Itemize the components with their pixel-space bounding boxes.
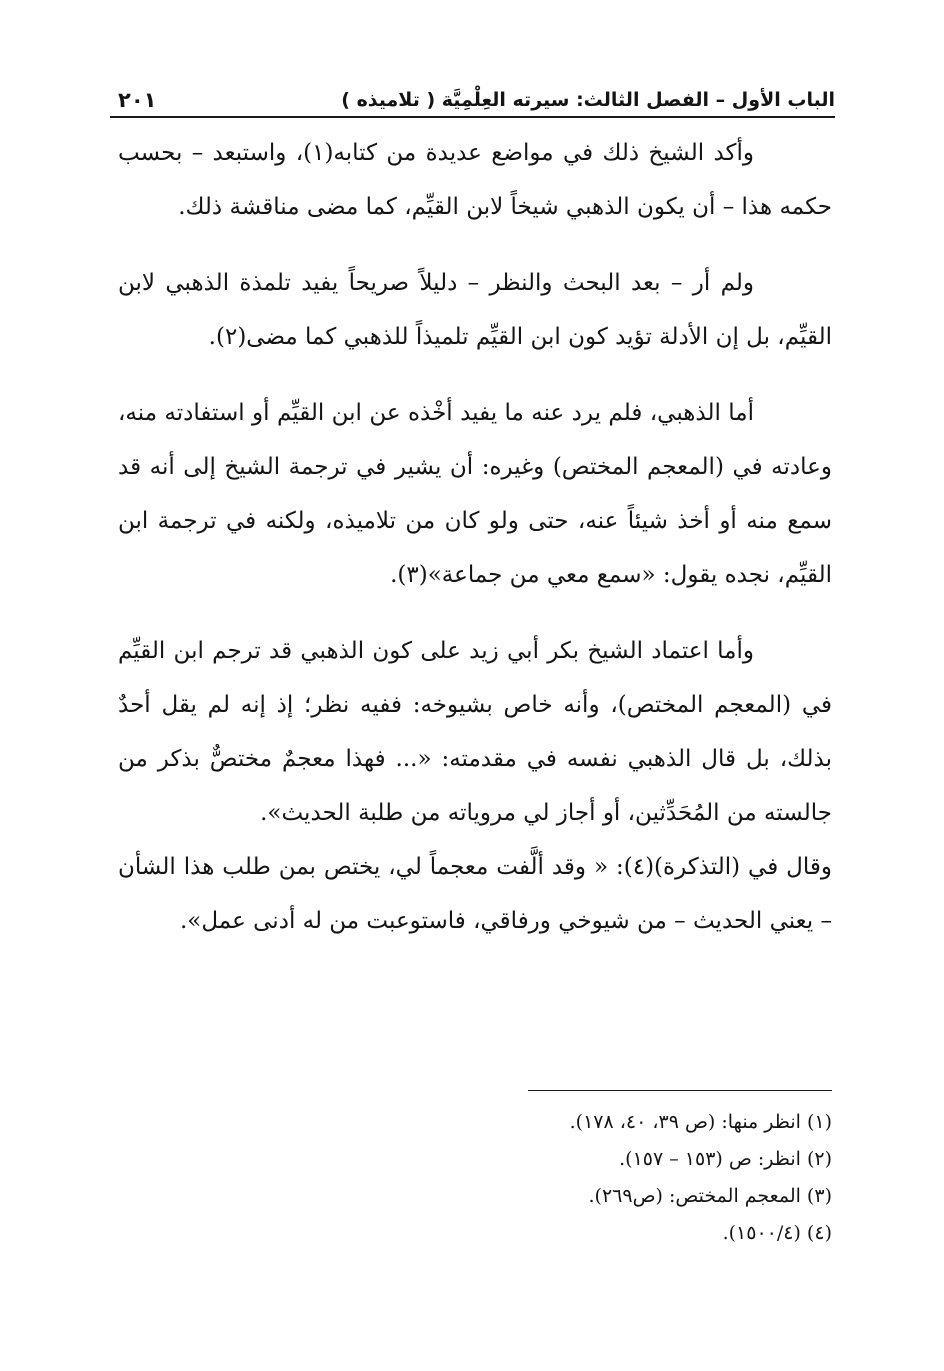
- main-text: [118, 126, 832, 970]
- paragraph-1: وأكد الشيخ ذلك في مواضع عديدة من كتابه(١)، واستبعد – بحسب حكمه هذا – أن يكون الذهبي شيخاً لابن القيِّم، كما مضى مناقشة ذلك.: [118, 140, 832, 220]
- footnote-3: (٣) المعجم المختص: (ص٢٦٩).: [588, 1185, 832, 1207]
- running-header: [110, 84, 835, 118]
- paragraph-2: ولم أر – بعد البحث والنظر – دليلاً صريحاً يفيد تلمذة الذهبي لابن القيِّم، بل إن الأدلة تؤيد كون ابن القيِّم تلميذاً للذهبي كما مضى(٢).: [118, 270, 832, 350]
- footnote-4: (٤) (١٥٠٠/٤).: [722, 1222, 832, 1244]
- chapter-title: الباب الأول – الفصل الثالث: سيرته العِلْمِيَّة ( تلاميذه ): [341, 89, 835, 111]
- paragraph-4: وأما اعتماد الشيخ بكر أبي زيد على كون الذهبي قد ترجم ابن القيِّم في (المعجم المختص)، وأنه خاص بشيوخه: ففيه نظر؛ إذ إنه لم يقل أحدٌ بذلك، بل قال الذهبي نفسه في مقدمته: «... فهذا معجمٌ مختصٌّ بذكر من جالسته من المُحَدِّثين، أو أجاز لي مروياته من طلبة الحديث».: [118, 638, 832, 826]
- paragraph-5: وقال في (التذكرة)(٤): « وقد ألَّفت معجماً لي، يختص بمن طلب هذا الشأن – يعني الحديث – من شيوخي ورفاقي، فاستوعبت من له أدنى عمل».: [118, 854, 832, 934]
- footnote-1: (١) انظر منها: (ص ٣٩، ٤٠، ١٧٨).: [569, 1111, 832, 1133]
- paragraph-3: أما الذهبي، فلم يرد عنه ما يفيد أخْذه عن ابن القيِّم أو استفادته منه، وعادته في (المعجم المختص) وغيره: أن يشير في ترجمة الشيخ إلى أنه قد سمع منه أو أخذ شيئاً عنه، حتى ولو كان من تلاميذه، ولكنه في ترجمة ابن القيِّم، نجده يقول: «سمع معي من جماعة»(٣).: [118, 400, 832, 588]
- footnote-divider: [528, 1090, 832, 1091]
- footnote-2: (٢) انظر: ص (١٥٣ – ١٥٧).: [619, 1148, 832, 1170]
- page-number: ٢٠١: [118, 88, 157, 112]
- footnotes: [300, 1104, 832, 1252]
